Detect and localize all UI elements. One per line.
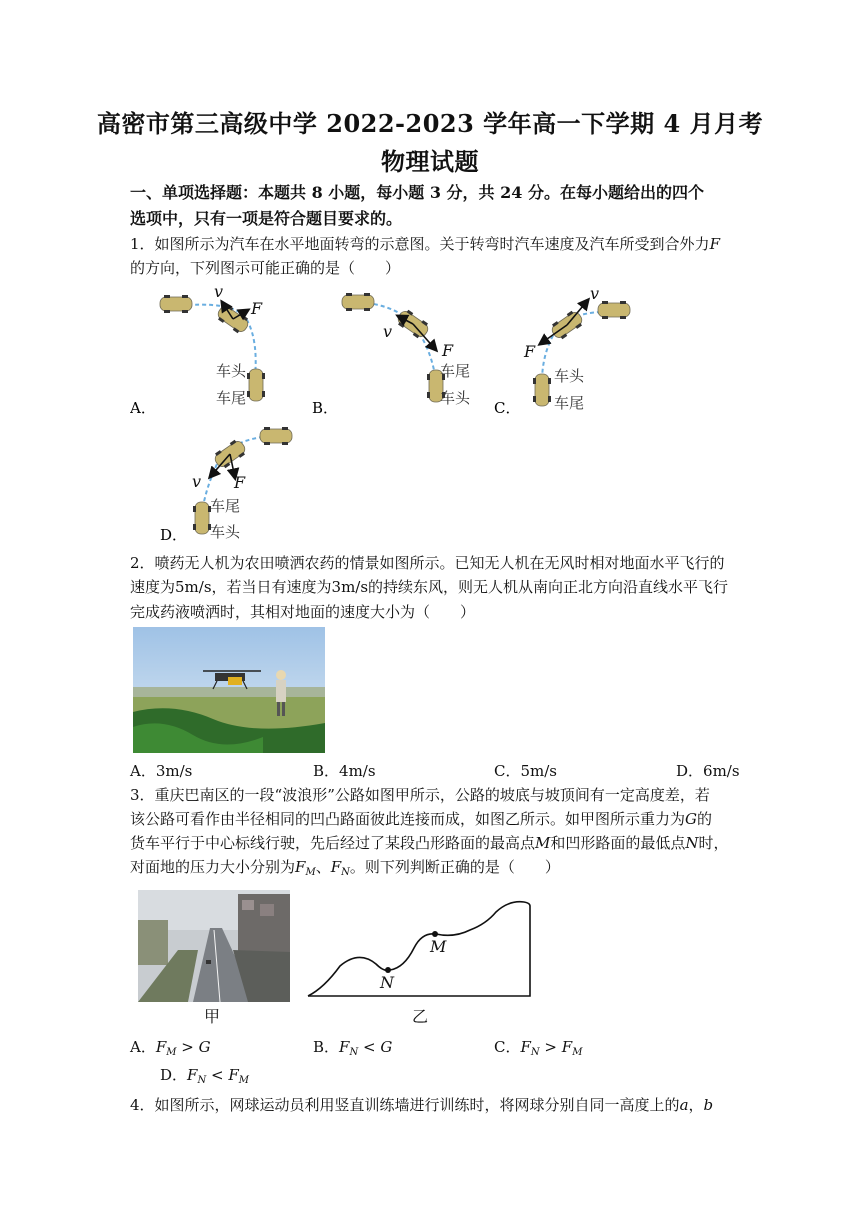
q2-option-d[interactable]: D．6m/s [676,762,740,780]
q1-figure-a [130,282,265,417]
q4-line1: 4．如图所示，网球运动员利用竖直训练墙进行训练时，将网球分别自同一高度上的a，b [130,1096,714,1114]
q3-figure-jia-label: 甲 [204,1007,221,1026]
svg-text:车头: 车头 [440,389,471,407]
q3-option-a[interactable]: A．$F_M > G$ [130,1038,211,1058]
svg-text:v: v [590,284,600,303]
car-icon [342,293,374,311]
q1-figure-b [312,293,471,417]
car-icon [247,369,265,401]
car-icon [260,427,292,445]
svg-text:v: v [214,282,224,301]
q1-figures [130,282,730,542]
q3-line1: 3．重庆巴南区的一段“波浪形”公路如图甲所示，公路的坡底与坡顶间有一定高度差，若 [130,786,710,804]
q1-option-d-label: D． [160,526,188,542]
q2-option-a[interactable]: A．3m/s [130,762,193,780]
q1-option-c-label: C． [494,399,521,417]
exam-title-line1: 高密市第三高级中学 2022-2023 学年高一下学期 4 月月考 [96,109,764,138]
svg-text:车头: 车头 [210,523,241,541]
q2-line3: 完成药液喷洒时，其相对地面的速度大小为（ ） [130,603,476,621]
svg-text:F: F [524,342,536,361]
q2-line2: 速度为5m/s，若当日有速度为3m/s的持续东风，则无人机从南向正北方向沿直线水平飞行 [130,578,729,596]
q1-var-F: F [709,235,720,253]
q3-option-c[interactable]: C．$F_N > F_M$ [494,1038,583,1058]
q3-line4: 对面地的压力大小分别为$F_M$、$F_N$。则下列判断正确的是（ ） [130,858,560,878]
exam-title-line2: 物理试题 [381,147,479,176]
q1-line2: 的方向，下列图示可能正确的是（ ） [130,259,401,277]
car-icon [193,502,211,534]
svg-text:车头: 车头 [554,367,585,385]
svg-text:车尾: 车尾 [554,394,585,412]
section1-heading-line2: 选项中，只有一项是符合题目要求的。 [130,209,403,228]
svg-text:车尾: 车尾 [216,389,247,407]
q3-line3: 货车平行于中心标线行驶，先后经过了某段凸形路面的最高点M和凹形路面的最低点N时， [130,834,729,852]
q3-road-photo [138,890,290,1002]
car-icon [598,301,630,319]
q2-drone-photo [133,627,325,753]
q1-figure-c [494,284,630,417]
svg-text:车头: 车头 [216,362,247,380]
q1-option-b-label: B． [312,399,339,417]
svg-text:F: F [251,299,263,318]
svg-text:F: F [234,473,246,492]
svg-text:M: M [430,937,447,956]
q2-option-c[interactable]: C．5m/s [494,762,557,780]
q1-line1 [130,233,720,254]
wave-road-curve [308,902,530,996]
q1-figure-d [160,427,292,542]
svg-text:v: v [192,472,202,491]
svg-text:N: N [380,973,394,992]
section1-heading-line1: 一、单项选择题：本题共 8 小题，每小题 3 分，共 24 分。在每小题给出的四个 [130,183,704,202]
q2-line1: 2．喷药无人机为农田喷洒农药的情景如图所示。已知无人机在无风时相对地面水平飞行的 [130,554,725,572]
q3-figure-yi-label: 乙 [412,1007,429,1026]
q3-option-b[interactable]: B．$F_N < G$ [313,1038,393,1058]
svg-text:F: F [442,341,454,360]
q3-line2: 该公路可看作由半径相同的凹凸路面彼此连接而成，如图乙所示。如甲图所示重力为G的 [130,810,713,828]
q1-text: 1．如图所示为汽车在水平地面转弯的示意图。关于转弯时汽车速度及汽车所受到合外力 [130,235,710,253]
car-icon [160,295,192,313]
svg-text:车尾: 车尾 [440,362,471,380]
svg-text:v: v [383,322,393,341]
q3-wave-road-diagram [304,898,534,1002]
svg-text:车尾: 车尾 [210,497,241,515]
q3-option-d[interactable]: D．$F_N < F_M$ [160,1066,249,1086]
q2-option-b[interactable]: B．4m/s [313,762,376,780]
q3-var-G: G [685,810,697,828]
q1-option-a-label: A． [130,399,156,417]
car-icon [533,374,551,406]
